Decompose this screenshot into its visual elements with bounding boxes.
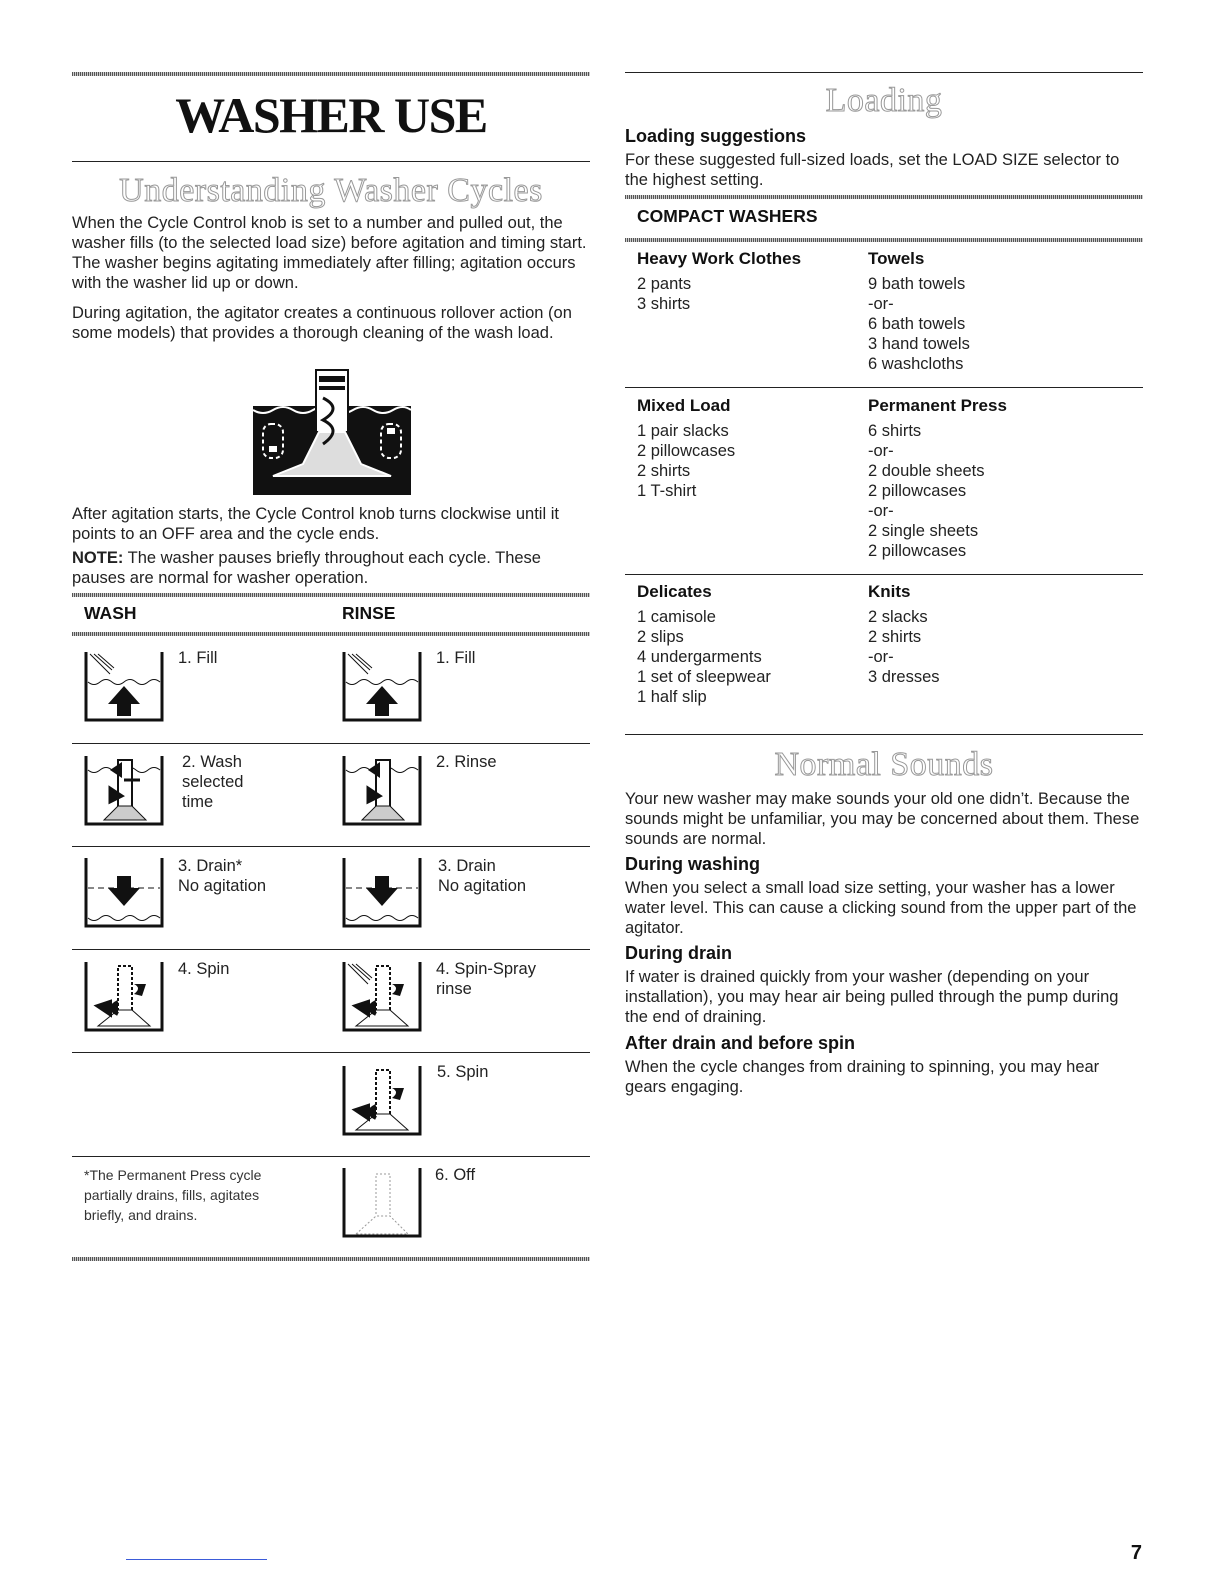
- load-category-heading: Knits: [868, 582, 911, 601]
- load-category-items: 6 shirts -or- 2 double sheets 2 pillowcases -or- 2 single sheets 2 pillowcases: [868, 422, 985, 560]
- load-category-heading: Mixed Load: [637, 396, 731, 415]
- wash-icon: [84, 756, 164, 826]
- wash-step-drain: 3. Drain* No agitation: [178, 857, 267, 895]
- section-heading-cycles: Understanding Washer Cycles: [119, 172, 543, 209]
- load-category-items: 1 pair slacks 2 pillowcases 2 shirts 1 T-shirt: [637, 422, 736, 500]
- spin-spray-icon: [342, 962, 422, 1032]
- compact-washers-heading: COMPACT WASHERS: [637, 206, 818, 226]
- rinse-heading: RINSE: [342, 603, 396, 623]
- wash-heading: WASH: [84, 603, 137, 623]
- load-category-heading: Permanent Press: [868, 396, 1007, 415]
- table-bottom-rule: [625, 734, 1143, 735]
- wash-step-spin: 4. Spin: [178, 960, 230, 978]
- wash-step-fill: 1. Fill: [178, 649, 218, 667]
- load-category-heading: Heavy Work Clothes: [637, 249, 802, 268]
- load-category-items: 1 camisole 2 slips 4 undergarments 1 set of sleepwear 1 half slip: [637, 608, 771, 706]
- cycle-row-divider: [72, 1052, 590, 1053]
- compact-top-divider: [625, 195, 1143, 199]
- rinse-step-off: 6. Off: [435, 1166, 476, 1184]
- drain-icon: [342, 858, 422, 928]
- fill-icon: [84, 652, 164, 722]
- after-drain-text: When the cycle changes from draining to spinning, you may hear gears engaging.: [625, 1058, 1100, 1096]
- note-label: NOTE:: [72, 549, 124, 567]
- after-drain-heading: After drain and before spin: [625, 1033, 856, 1053]
- rinse-step-rinse: 2. Rinse: [436, 753, 497, 771]
- cycle-row-divider: [72, 743, 590, 744]
- cycle-row-divider: [72, 846, 590, 847]
- spin-icon: [84, 962, 164, 1032]
- drain-icon: [84, 858, 164, 928]
- section-heading-normal-sounds: Normal Sounds: [774, 746, 994, 783]
- load-category-items: 9 bath towels -or- 6 bath towels 3 hand towels 6 washcloths: [868, 275, 970, 373]
- agitator-illustration: [253, 368, 411, 495]
- cycle-table-top-divider: [72, 593, 590, 597]
- during-washing-heading: During washing: [625, 854, 760, 874]
- compact-header-divider: [625, 238, 1143, 242]
- page-number: 7: [1130, 1542, 1142, 1564]
- note-text: The washer pauses briefly throughout each cycle. These pauses are normal for washer operation.: [72, 549, 541, 587]
- rinse-step-spin-spray: 4. Spin-Spray rinse: [436, 960, 536, 998]
- load-category-items: 2 pants 3 shirts: [637, 275, 692, 313]
- top-divider-left: [72, 72, 590, 76]
- load-category-items: 2 slacks 2 shirts -or- 3 dresses: [868, 608, 940, 686]
- off-icon: [342, 1168, 422, 1238]
- title-rule: [72, 161, 590, 162]
- rinse-step-spin: 5. Spin: [437, 1063, 489, 1081]
- during-drain-heading: During drain: [625, 943, 732, 963]
- rinse-step-fill: 1. Fill: [436, 649, 476, 667]
- permanent-press-footnote: *The Permanent Press cycle partially drains, fills, agitates briefly, and drains.: [84, 1167, 262, 1223]
- section-heading-loading: Loading: [825, 82, 943, 119]
- load-category-heading: Delicates: [637, 582, 712, 601]
- cycles-paragraph-3: After agitation starts, the Cycle Control knob turns clockwise until it points to an OFF area and the cycle ends.: [72, 505, 559, 543]
- cycle-row-divider: [72, 949, 590, 950]
- table-row-divider: [625, 574, 1143, 575]
- fill-icon: [342, 652, 422, 722]
- footer-link-line[interactable]: [126, 1559, 267, 1560]
- cycle-row-divider: [72, 1156, 590, 1157]
- loading-suggestions-heading: Loading suggestions: [625, 126, 807, 146]
- bottom-divider-left: [72, 1257, 590, 1261]
- cycles-paragraph-2: During agitation, the agitator creates a continuous rollover action (on some models) that provides a thorough cleaning of the wash load.: [72, 304, 572, 342]
- cycle-table-header-divider: [72, 632, 590, 636]
- spin-icon: [342, 1066, 422, 1136]
- page-title: WASHER USE: [175, 87, 487, 143]
- note-paragraph: [72, 548, 590, 588]
- cycles-paragraph-1: When the Cycle Control knob is set to a number and pulled out, the washer fills (to the selected load size) before agitation and timing start. The washer begins agitating immediately after filling; agitation occurs with the washer lid up or down.: [72, 214, 587, 292]
- sounds-intro: Your new washer may make sounds your old one didn’t. Because the sounds might be unfamiliar, you may be concerned about them. These sounds are normal.: [625, 790, 1140, 848]
- during-washing-text: When you select a small load size setting, your washer has a lower water level. This can cause a clicking sound from the upper part of the agitator.: [625, 879, 1137, 937]
- load-category-heading: Towels: [868, 249, 925, 268]
- loading-intro: For these suggested full-sized loads, set the LOAD SIZE selector to the highest setting.: [625, 151, 1120, 189]
- during-drain-text: If water is drained quickly from your washer (depending on your installation), you may hear air being pulled through the pump during the end of draining.: [625, 968, 1119, 1026]
- wash-step-wash: 2. Wash selected time: [182, 753, 244, 811]
- table-row-divider: [625, 387, 1143, 388]
- top-rule-right: [625, 72, 1143, 73]
- rinse-agitate-icon: [342, 756, 422, 826]
- rinse-step-drain: 3. Drain No agitation: [438, 857, 527, 895]
